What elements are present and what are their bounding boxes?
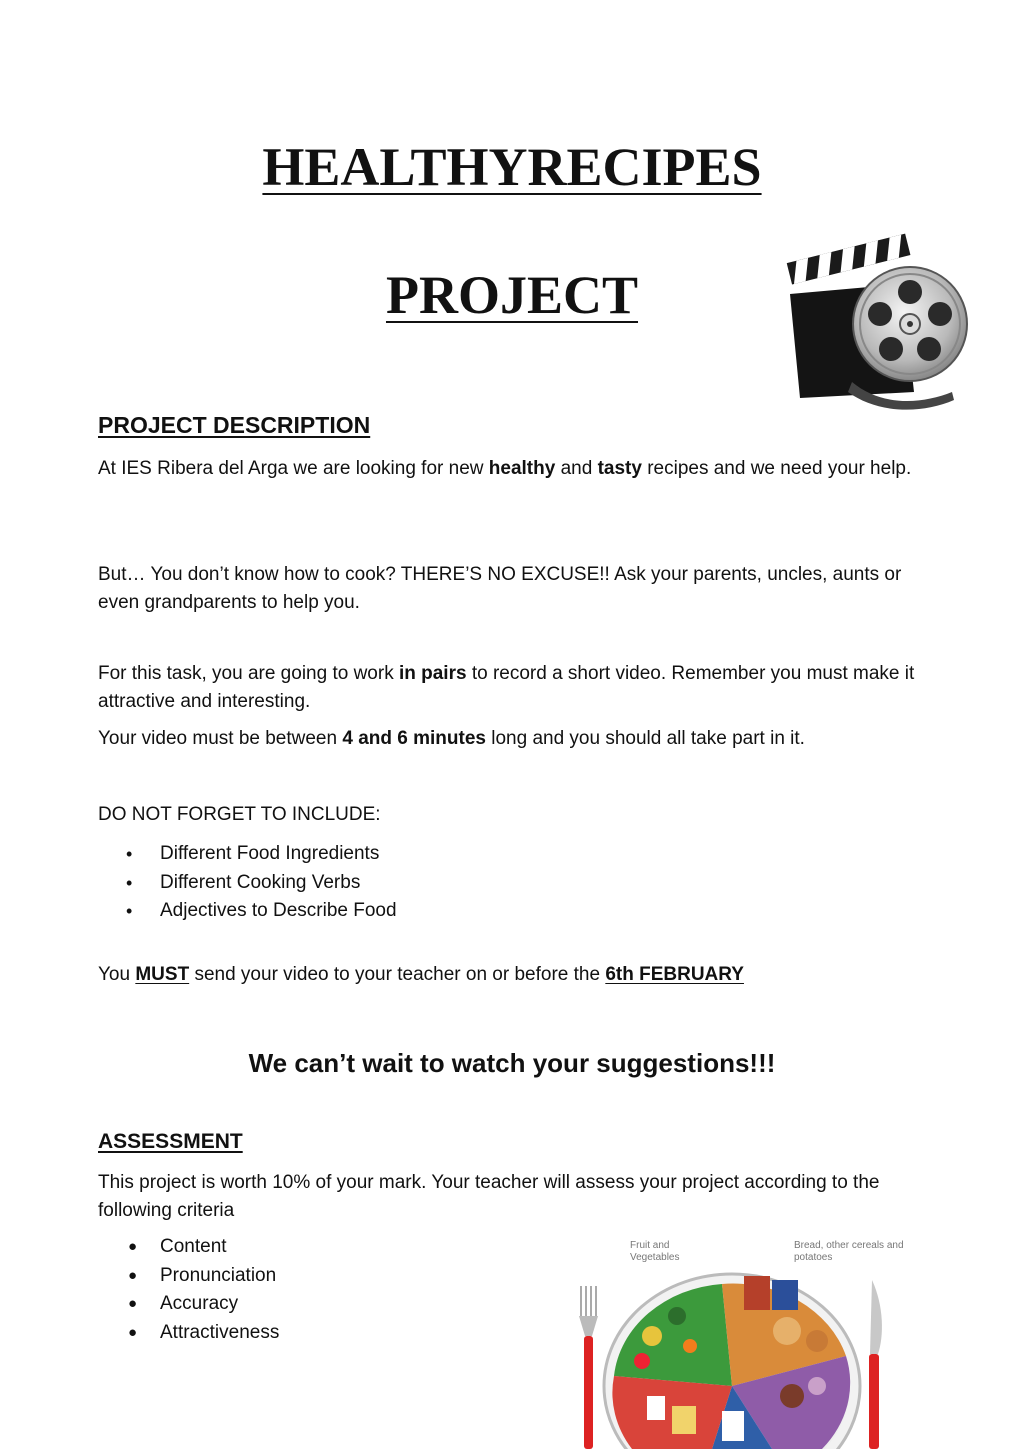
video-length-paragraph: Your video must be between 4 and 6 minutes long and you should all take part in it. [98,728,805,749]
knife-icon [869,1280,882,1449]
film-clapper-reel-icon [782,232,972,412]
list-item: ● Content [98,1233,498,1262]
deadline-paragraph: You MUST send your video to your teacher on or before the 6th FEBRUARY [98,964,744,985]
plate-label-bread: Bread, other cereals and potatoes [794,1240,904,1263]
no-excuse-paragraph: But… You don’t know how to cook? THERE’S NO EXCUSE!! Ask your parents, uncles, aunts or even grandparents to help you. [98,564,902,613]
list-item: ● Accuracy [98,1290,498,1319]
intro-paragraph: At IES Ribera del Arga we are looking for new healthy and tasty recipes and we need your help. [98,458,912,479]
list-item: ● Attractiveness [98,1319,498,1348]
page-subtitle: PROJECT [385,265,639,325]
closing-statement: We can’t wait to watch your suggestions!!! [248,1048,776,1078]
plate-label-fruit: Fruit and Vegetables [630,1240,680,1263]
page-title: HEALTHYRECIPES [262,137,762,197]
food-plate-image [572,1236,908,1449]
list-item: ● Pronunciation [98,1262,498,1291]
fork-icon [579,1286,598,1449]
assessment-paragraph: This project is worth 10% of your mark. Your teacher will assess your project according to the following criteria [98,1172,880,1221]
section-heading-assessment: ASSESSMENT [98,1130,243,1153]
task-paragraph: For this task, you are going to work in pairs to record a short video. Remember you must make it attractive and interesting. [98,663,915,712]
section-heading-description: PROJECT DESCRIPTION [98,412,371,438]
include-label: DO NOT FORGET TO INCLUDE: [98,804,381,825]
list-item: • Adjectives to Describe Food [98,897,798,926]
list-item: • Different Cooking Verbs [98,869,798,898]
include-list [98,840,798,926]
criteria-list [98,1233,498,1347]
list-item: • Different Food Ingredients [98,840,798,869]
eatwell-plate-icon [572,1236,908,1449]
